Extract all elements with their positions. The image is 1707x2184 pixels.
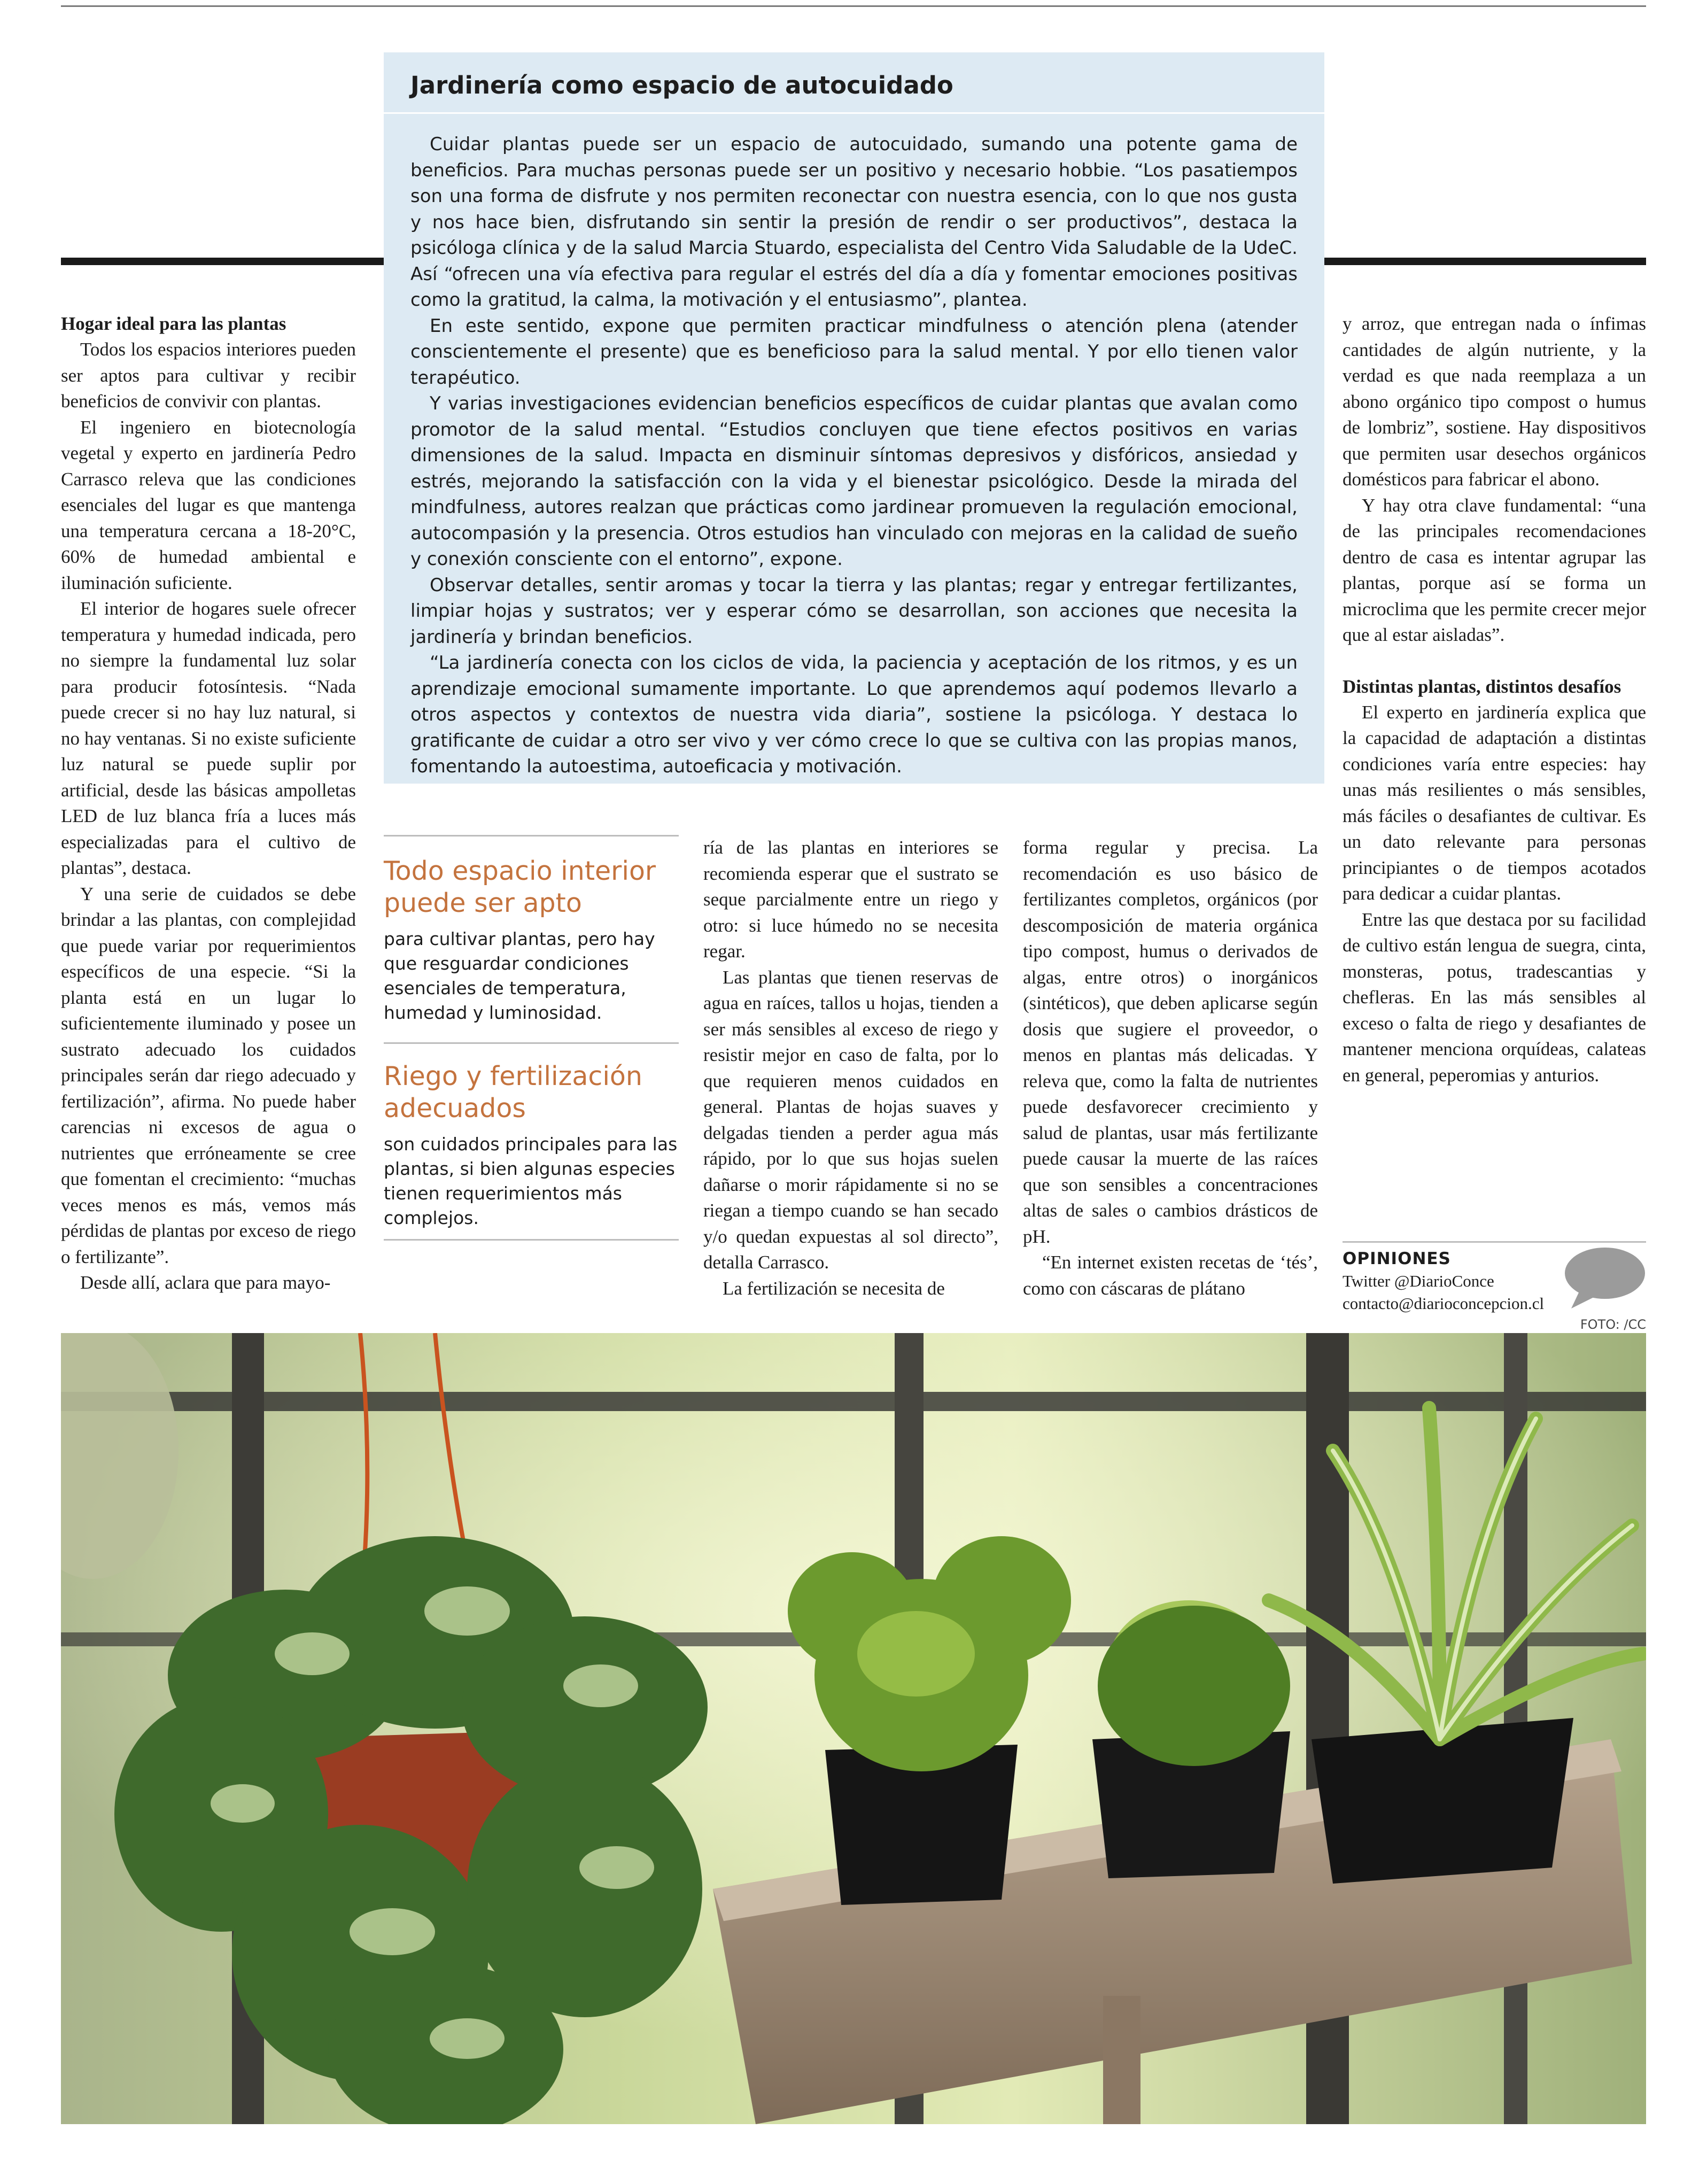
sidebar-divider [384,112,1324,114]
plants-photo [61,1333,1646,2124]
article-paragraph: ría de las plantas en interiores se recomienda esperar que el sustrato se seque parcialmente entre un riego y otro: si luce húmedo no se necesita regar. [703,837,998,962]
contact-email[interactable]: contacto@diarioconcepcion.cl [1343,1294,1545,1313]
sidebar-title: Jardinería como espacio de autocuidado [410,71,953,99]
highlight-separator [384,835,679,837]
highlight-headline: Todo espacio interior puede ser apto [384,856,656,918]
highlight-text: son cuidados principales para las plantas, si bien algunas especies tienen requerimientos más complejos. [384,1134,678,1228]
article-paragraph: Desde allí, aclara que para mayo- [80,1272,331,1293]
sidebar-text [410,131,1298,780]
opinions-rule [1343,1241,1646,1243]
plants-illustration [61,1333,1646,2124]
section-heading: Hogar ideal para las plantas [61,313,286,334]
highlight-text: para cultivar plantas, pero hay que resguardar condiciones esenciales de temperatura, humedad y luminosidad. [384,928,655,1023]
article-paragraph: forma regular y precisa. La recomendación es uso básico de fertilizantes completos, orgánicos (por descomposición de materia orgánica tipo compost, humus o derivados de algas, entre otros) o inorgánicos (sintéticos), que deben aplicarse según dosis que sugiere el proveedor, o menos en plantas más delicadas. Y releva que, como la falta de nutrientes puede desfavorecer crecimiento y salud de plantas, usar más fertilizante puede causar la muerte de las raíces que son sensibles a concentraciones altas de sales o cambios drásticos de pH. [1023,837,1318,1247]
article-paragraph: Y una serie de cuidados se debe brindar a las plantas, con complejidad que puede variar por requerimientos específicos de una especie. “Si la planta está en un lugar lo suficientemente iluminado y posee un sustrato adecuado los cuidados principales serán dar riego adecuado y fertilización”, afirma. No puede haber carencias ni excesos de agua o nutrientes que erróneamente se cree que fomentan el crecimiento: “muchas veces menos es más, vemos más pérdidas de plantas por exceso de riego o fertilizante”. [61,883,356,1267]
section-rule-right [1324,258,1646,265]
opinions-title: OPINIONES [1343,1249,1451,1268]
sidebar-paragraph: Cuidar plantas puede ser un espacio de autocuidado, sumando una potente gama de beneficios. Para muchas personas puede ser un positivo y necesario hobbie. “Los pasatiempos son una forma de disfrute y nos permiten reconectar con nuestra esencia, con lo que nos gusta y nos hace bien, disfrutando sin sentir la presión de rendir o ser productivos”, destaca la psicóloga clínica y de la salud Marcia Stuardo, especialista del Centro Vida Saludable de la UdeC. Así “ofrecen una vía efectiva para regular el estrés del día a día y fomentar emociones positivas como la gratitud, la calma, la motivación y el entusiasmo”, plantea. [410,134,1298,311]
sidebar-paragraph: “La jardinería conecta con los ciclos de vida, la paciencia y aceptación de los ritmos, y es un aprendizaje emocional sumamente importante. Lo que aprendemos aquí podemos llevarlo a otros aspectos y contextos de nuestra vida diaria”, sostiene la psicóloga. Y destaca lo gratificante de cuidar a otro ser vivo y ver cómo crece lo que se cultiva con las propias manos, fomentando la autoestima, autoeficacia y motivación. [410,652,1298,777]
article-column-5 [1343,311,1646,1088]
highlight-1 [384,855,679,1025]
highlight-headline: Riego y fertilización adecuados [384,1061,642,1124]
section-heading: Distintas plantas, distintos desafíos [1343,676,1621,697]
article-paragraph: Todos los espacios interiores pueden ser aptos para cultivar y recibir beneficios de convivir con plantas. [61,339,356,412]
article-paragraph: Las plantas que tienen reservas de agua en raíces, tallos u hojas, tienden a ser más sensibles al exceso de riego y resistir mejor en caso de falta, por lo que requieren menos cuidados en general. Plantas de hojas suaves y delgadas tienden a perder agua más rápido, por lo que sus hojas suelen dañarse o morir rápidamente si no se riegan a tiempo cuando se han secado y/o quedan expuestas al sol directo”, detalla Carrasco. [703,966,998,1273]
article-paragraph: El ingeniero en biotecnología vegetal y experto en jardinería Pedro Carrasco releva que las condiciones esenciales del lugar es que mantenga una temperatura cercana a 18-20°C, 60% de humedad ambiental e iluminación suficiente. [61,416,356,593]
article-paragraph: La fertilización se necesita de [723,1277,945,1299]
article-paragraph: y arroz, que entregan nada o ínfimas cantidades de algún nutriente, y la verdad es que nada reemplaza a un abono orgánico tipo compost o humus de lombriz”, sostiene. Hay dispositivos que permiten usar desechos orgánicos domésticos para fabricar el abono. [1343,313,1646,490]
top-rule [61,5,1646,7]
sidebar-paragraph: Observar detalles, sentir aromas y tocar la tierra y las plantas; regar y entregar fertilizantes, limpiar hojas y sustratos; ver y esperar cómo se desarrollan, son acciones que necesita la jardinería y brindan beneficios. [410,574,1298,648]
section-rule-left [61,258,384,265]
article-column-3 [703,835,998,1302]
article-paragraph: “En internet existen recetas de ‘tés’, como con cáscaras de plátano [1023,1252,1318,1299]
sidebar-paragraph: En este sentido, expone que permiten practicar mindfulness o atención plena (atender conscientemente el presente) que es beneficioso para la salud mental. Y por ello tienen valor terapéutico. [410,315,1298,389]
highlight-separator [384,1239,679,1241]
highlight-separator [384,1042,679,1044]
article-paragraph: El experto en jardinería explica que la capacidad de adaptación a distintas condiciones varía entre especies: hay unas más resilientes o más sensibles, más fáciles o desafiantes de cultivar. Es un dato relevante para personas principiantes o de tiempos acotados para dedicar a cuidar plantas. [1343,701,1646,904]
twitter-handle[interactable]: Twitter @DiarioConce [1343,1272,1494,1290]
sidebar-box [384,52,1324,784]
opinions-box [1343,1248,1567,1315]
sidebar-paragraph: Y varias investigaciones evidencian beneficios específicos de cuidar plantas que avalan como promotor de la salud mental. “Estudios concluyen que tiene efectos positivos en varias dimensiones de la salud. Impacta en disminuir síntomas depresivos y disfóricos, ansiedad y estrés, mejorando la satisfacción con la vida y el bienestar psicológico. Desde la mirada del mindfulness, autores realzan que prácticas como jardinear promueven la regulación emocional, autocompasión y la presencia. Otros estudios han vinculado con mejoras en la calidad de sueño y conexión consciente con el entorno”, expone. [410,393,1298,570]
speech-bubble-icon [1564,1246,1646,1310]
article-paragraph: El interior de hogares suele ofrecer temperatura y humedad indicada, pero no siempre la fundamental luz solar para producir fotosíntesis. “Nada puede crecer si no hay luz natural, si no hay ventanas. Si no existe suficiente luz natural se puede suplir por artificial, desde las básicas ampolletas LED de luz blanca fría a luces más especializadas para el cultivo de plantas”, destaca. [61,598,356,878]
article-column-4 [1023,835,1318,1302]
article-paragraph: Y hay otra clave fundamental: “una de las principales recomendaciones dentro de casa es intentar agrupar las plantas, porque así se forma un microclima que les permite crecer mejor que al estar aisladas”. [1343,494,1646,645]
article-paragraph: Entre las que destaca por su facilidad de cultivo están lengua de suegra, cinta, monsteras, potus, tradescantias y chefleras. En las más sensibles al exceso o falta de riego y desafiantes de mantener menciona orquídeas, calateas en general, peperomias y anturios. [1343,909,1646,1086]
highlight-2 [384,1060,679,1230]
article-column-1 [61,311,356,1296]
photo-credit: FOTO: /CC [1580,1317,1646,1332]
